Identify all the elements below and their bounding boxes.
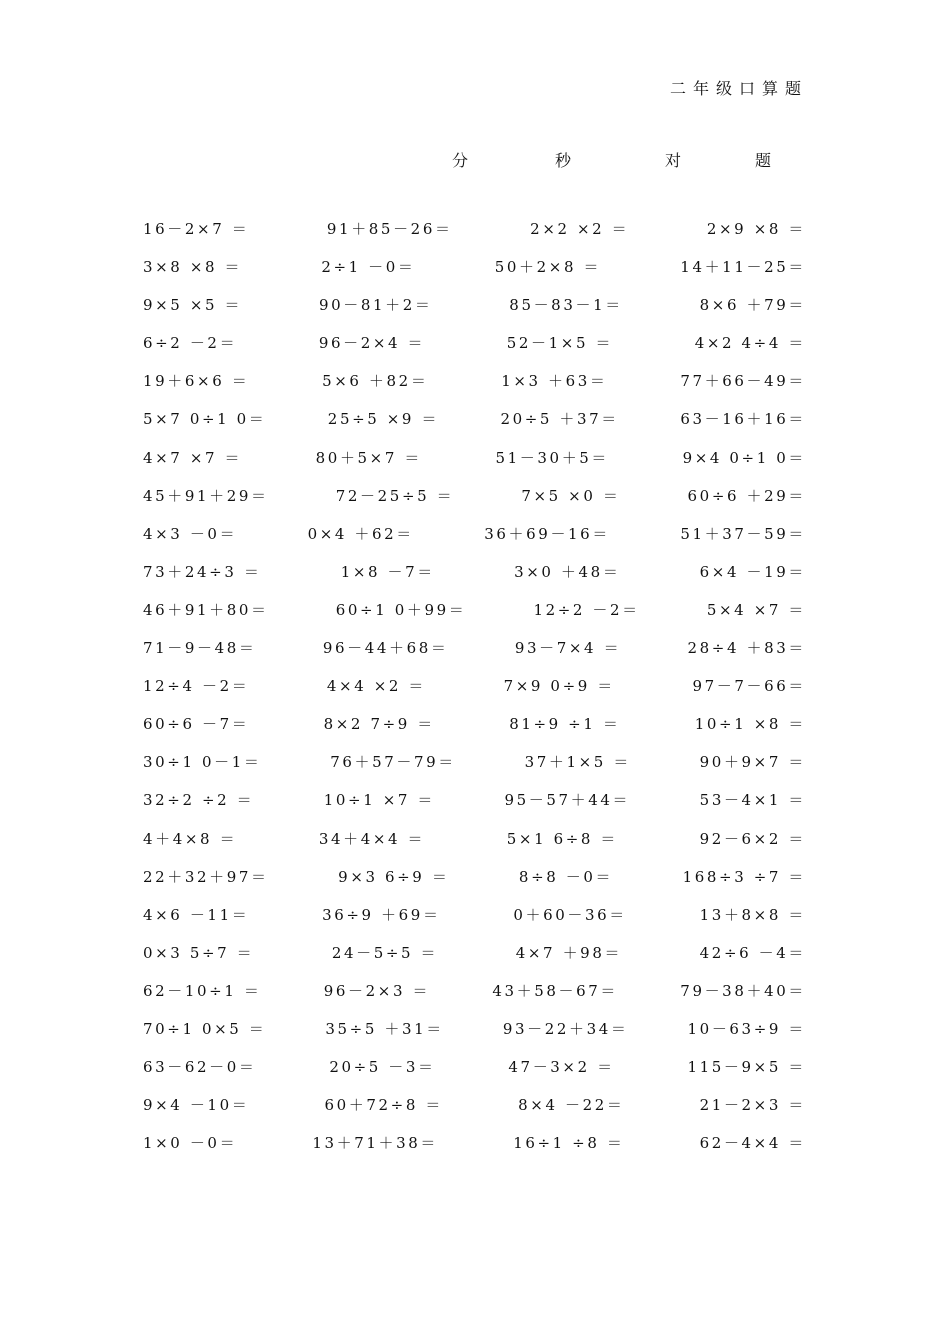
- problem-cell: 97－7－66＝: [692, 677, 806, 696]
- problem-cell: 37＋1×5 ＝: [524, 753, 631, 772]
- problem-cell: 16÷1 ÷8 ＝: [513, 1134, 625, 1153]
- problem-row: [143, 1094, 806, 1132]
- problem-cell: 51＋37－59＝: [680, 524, 806, 543]
- problem-row: [143, 561, 806, 599]
- problem-cell: 6÷2 －2＝: [143, 334, 238, 353]
- problem-row: [143, 1018, 806, 1056]
- problem-cell: 5×6 ＋82＝: [322, 372, 429, 391]
- problem-cell: 7×5 ×0 ＝: [521, 486, 621, 505]
- problem-row: [143, 789, 806, 827]
- problem-cell: 9×4 0÷1 0＝: [682, 448, 806, 467]
- problem-cell: 76＋57－79＝: [330, 753, 456, 772]
- problem-cell: 5×4 ×7 ＝: [706, 600, 806, 619]
- problem-row: [143, 370, 806, 408]
- problem-cell: 0＋60－36＝: [513, 905, 627, 924]
- problem-cell: 9×3 6÷9 ＝: [338, 867, 450, 886]
- problem-cell: 80＋5×7 ＝: [315, 448, 422, 467]
- problem-cell: 30÷1 0－1＝: [143, 753, 262, 772]
- problem-row: [143, 637, 806, 675]
- problem-row: [143, 942, 806, 980]
- problem-cell: 71－9－48＝: [143, 639, 257, 658]
- problem-cell: 13＋8×8 ＝: [699, 905, 806, 924]
- problem-cell: 73＋24÷3 ＝: [143, 562, 262, 581]
- problem-cell: 1×0 －0＝: [143, 1134, 238, 1153]
- problem-cell: 9×5 ×5 ＝: [143, 296, 243, 315]
- problem-cell: 5×7 0÷1 0＝: [143, 410, 267, 429]
- problem-cell: 95－57＋44＝: [504, 791, 631, 810]
- problem-row: [143, 447, 806, 485]
- subtitle-char: 对: [665, 151, 682, 170]
- problem-cell: 42÷6 －4＝: [699, 943, 806, 962]
- problem-cell: 96－44＋68＝: [322, 639, 449, 658]
- page-header-title: 二年级口算题: [669, 79, 808, 98]
- problem-row: [143, 675, 806, 713]
- problem-cell: 2×9 ×8 ＝: [706, 220, 806, 238]
- problem-row: [143, 256, 806, 294]
- problem-cell: 62－10÷1 ＝: [143, 981, 262, 1000]
- problem-row: [143, 1132, 806, 1170]
- problem-cell: 21－2×3 ＝: [699, 1096, 806, 1115]
- problem-row: [143, 485, 806, 523]
- problem-cell: 4×7 ＋98＝: [515, 943, 623, 962]
- problem-cell: 93－22＋34＝: [502, 1019, 629, 1038]
- problem-cell: 45＋91＋29＝: [143, 486, 269, 505]
- problem-cell: 81÷9 ÷1 ＝: [509, 715, 621, 734]
- problem-cell: 62－4×4 ＝: [699, 1134, 806, 1153]
- problem-cell: 8×4 －22＝: [518, 1096, 625, 1115]
- problem-cell: 14＋11－25＝: [680, 258, 806, 277]
- problem-cell: 47－3×2 ＝: [508, 1058, 615, 1077]
- subtitle-char: 分: [452, 151, 469, 170]
- problem-cell: 13＋71＋38＝: [312, 1134, 439, 1153]
- problem-cell: 70÷1 0×5 ＝: [143, 1019, 267, 1038]
- problem-cell: 0×3 5÷7 ＝: [143, 943, 255, 962]
- problem-cell: 12÷4 －2＝: [143, 677, 250, 696]
- problem-cell: 168÷3 ÷7 ＝: [682, 867, 806, 886]
- problem-cell: 3×0 ＋48＝: [514, 562, 621, 581]
- problem-cell: 25÷5 ×9 ＝: [327, 410, 440, 429]
- problem-cell: 1×3 ＋63＝: [501, 372, 608, 391]
- problem-cell: 10－63÷9 ＝: [687, 1019, 806, 1038]
- problem-cell: 96－2×3 ＝: [323, 981, 431, 1000]
- problem-cell: 4＋4×8 ＝: [143, 829, 238, 848]
- problem-cell: 96－2×4 ＝: [318, 334, 426, 353]
- subtitle-char: 题: [755, 151, 772, 170]
- problem-row: [143, 1056, 806, 1094]
- problem-cell: 34＋4×4 ＝: [318, 829, 426, 848]
- problem-cell: 20÷5 －3＝: [329, 1058, 436, 1077]
- problem-row: [143, 866, 806, 904]
- problem-cell: 4×4 ×2 ＝: [326, 677, 427, 696]
- problem-row: [143, 523, 806, 561]
- problem-row: [143, 408, 806, 446]
- problem-cell: 50＋2×8 ＝: [494, 258, 602, 277]
- problem-cell: 2×2 ×2 ＝: [530, 220, 630, 238]
- problem-cell: 115－9×5 ＝: [687, 1058, 806, 1077]
- problem-cell: 4×2 4÷4 ＝: [694, 334, 806, 353]
- problem-cell: 12÷2 －2＝: [533, 600, 640, 619]
- problem-row: [143, 294, 806, 332]
- problem-cell: 60÷6 ＋29＝: [687, 486, 806, 505]
- problem-row: [143, 828, 806, 866]
- problem-cell: 7×9 0÷9 ＝: [503, 677, 615, 696]
- problem-cell: 24－5÷5 ＝: [331, 943, 439, 962]
- problem-cell: 16－2×7 ＝: [143, 220, 250, 238]
- problem-cell: 8÷8 －0＝: [518, 867, 614, 886]
- problem-cell: 20÷5 ＋37＝: [500, 410, 619, 429]
- problem-cell: 3×8 ×8 ＝: [143, 258, 243, 277]
- problem-row: [143, 751, 806, 789]
- problem-cell: 60÷1 0＋99＝: [335, 600, 467, 619]
- problem-cell: 90－81＋2＝: [318, 296, 433, 315]
- problem-cell: 19＋6×6 ＝: [143, 372, 250, 391]
- problem-cell: 4×7 ×7 ＝: [143, 448, 243, 467]
- problem-cell: 53－4×1 ＝: [699, 791, 806, 810]
- problem-cell: 52－1×5 ＝: [506, 334, 614, 353]
- problem-cell: 1×8 －7＝: [340, 562, 435, 581]
- problem-cell: 6×4 －19＝: [699, 562, 806, 581]
- problem-row: [143, 980, 806, 1018]
- problem-cell: 32÷2 ÷2 ＝: [143, 791, 255, 810]
- problem-cell: 60÷6 －7＝: [143, 715, 250, 734]
- problem-cell: 63－62－0＝: [143, 1058, 257, 1077]
- problem-cell: 93－7×4 ＝: [514, 639, 622, 658]
- problem-row: [143, 904, 806, 942]
- problem-row: [143, 218, 806, 256]
- problem-cell: 4×3 －0＝: [143, 524, 238, 543]
- problem-cell: 8×6 ＋79＝: [699, 296, 806, 315]
- problem-cell: 43＋58－67＝: [492, 981, 619, 1000]
- problem-cell: 91＋85－26＝: [326, 220, 453, 238]
- problem-cell: 85－83－1＝: [509, 296, 623, 315]
- problem-cell: 90＋9×7 ＝: [699, 753, 806, 772]
- problem-row: [143, 332, 806, 370]
- problem-cell: 92－6×2 ＝: [699, 829, 806, 848]
- problem-cell: 36＋69－16＝: [484, 524, 610, 543]
- problem-cell: 28÷4 ＋83＝: [687, 639, 806, 658]
- problem-cell: 5×1 6÷8 ＝: [506, 829, 619, 848]
- problem-row: [143, 599, 806, 637]
- problem-cell: 79－38＋40＝: [680, 981, 806, 1000]
- problem-cell: 77＋66－49＝: [680, 372, 806, 391]
- problem-cell: 36÷9 ＋69＝: [322, 905, 441, 924]
- problem-cell: 0×4 ＋62＝: [307, 524, 414, 543]
- problem-cell: 35÷5 ＋31＝: [325, 1019, 444, 1038]
- problem-cell: 63－16＋16＝: [680, 410, 806, 429]
- problem-cell: 4×6 －11＝: [143, 905, 250, 924]
- page-subtitle: [452, 148, 782, 170]
- problem-cell: 51－30＋5＝: [495, 448, 610, 467]
- subtitle-char: 秒: [555, 151, 572, 170]
- problem-cell: 10÷1 ×8 ＝: [694, 715, 806, 734]
- problem-cell: 22＋32＋97＝: [143, 867, 269, 886]
- problem-cell: 46＋91＋80＝: [143, 600, 269, 619]
- problem-row: [143, 713, 806, 751]
- problem-cell: 10÷1 ×7 ＝: [323, 791, 435, 810]
- problem-cell: 9×4 －10＝: [143, 1096, 250, 1115]
- problem-cell: 60＋72÷8 ＝: [324, 1096, 443, 1115]
- problem-grid: [143, 218, 806, 1170]
- problem-cell: 8×2 7÷9 ＝: [323, 715, 435, 734]
- problem-cell: 72－25÷5 ＝: [335, 486, 455, 505]
- problem-cell: 2÷1 －0＝: [321, 258, 416, 277]
